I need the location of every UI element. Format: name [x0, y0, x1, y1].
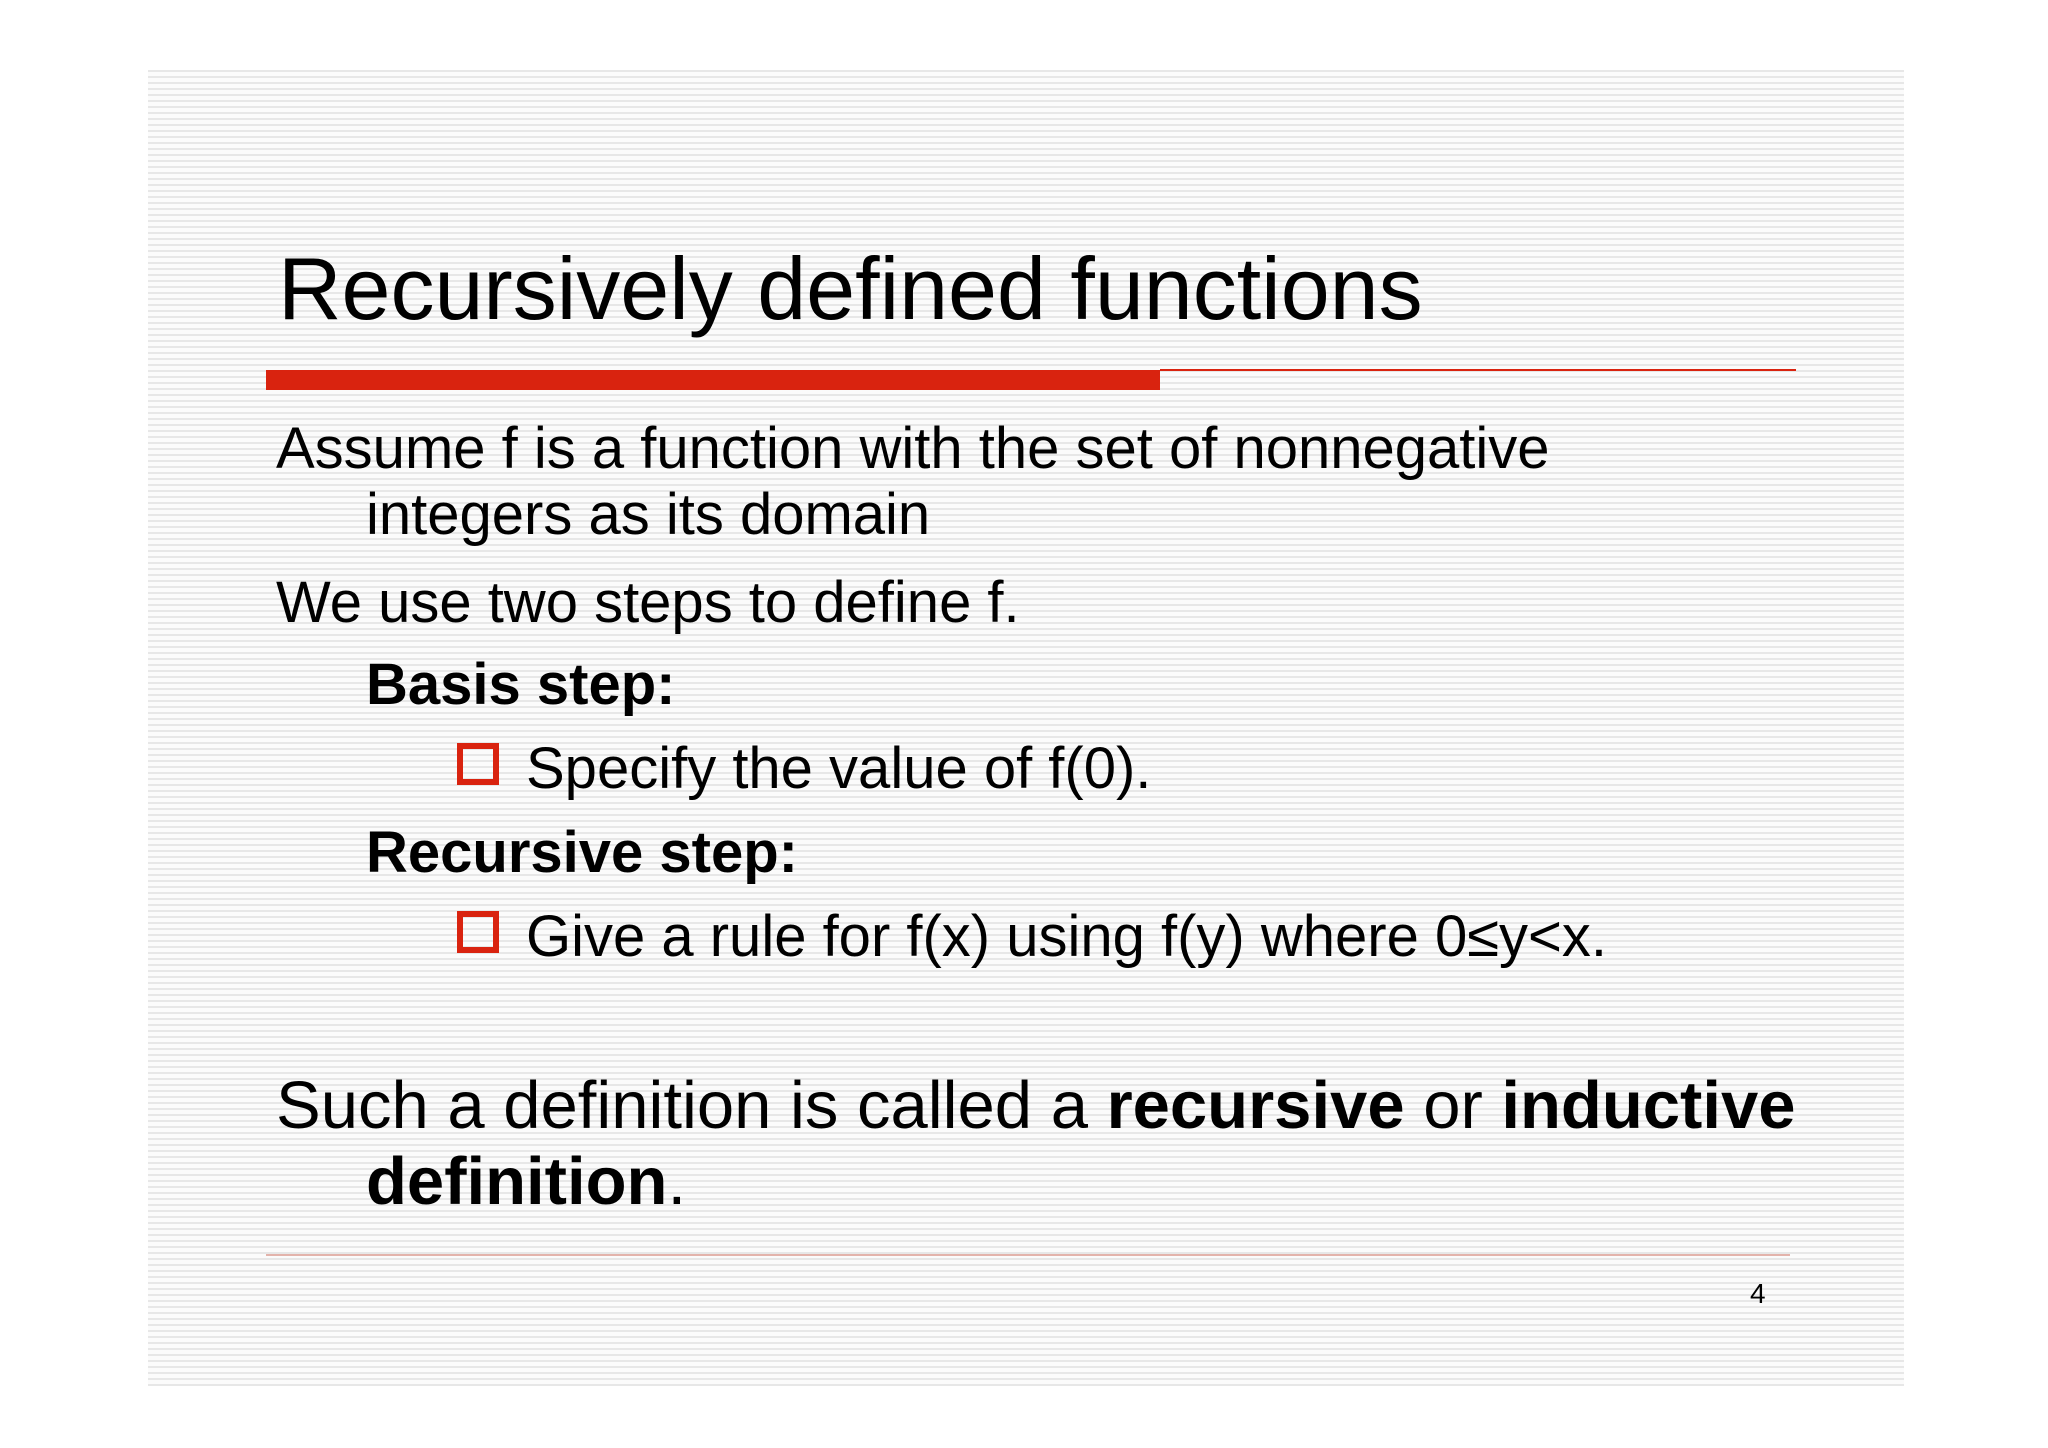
assumption-line-2: integers as its domain — [366, 482, 931, 547]
basis-step-heading: Basis step: — [366, 652, 676, 717]
conclusion-bold-recursive: recursive — [1106, 1068, 1405, 1143]
slide-title: Recursively defined functions — [278, 239, 1423, 338]
conclusion-line-2 — [366, 1144, 687, 1219]
title-underline-thin — [1160, 369, 1796, 371]
recursive-step-heading: Recursive step: — [366, 820, 798, 885]
page-number: 4 — [1750, 1278, 1766, 1309]
hollow-square-bullet-icon — [457, 911, 499, 953]
footer-divider — [266, 1254, 1790, 1256]
recursive-step-bullet: Give a rule for f(x) using f(y) where 0≤y<x. — [526, 904, 1608, 969]
title-underline-thick — [266, 370, 1160, 390]
conclusion-text-1: Such a definition is called a — [276, 1068, 1107, 1143]
conclusion-bold-definition: definition — [366, 1144, 668, 1219]
conclusion-bold-inductive: inductive — [1501, 1068, 1796, 1143]
two-steps-text: We use two steps to define f. — [276, 570, 1020, 635]
conclusion-line-1 — [276, 1068, 1796, 1143]
conclusion-text-2: or — [1404, 1068, 1502, 1143]
assumption-line-1: Assume f is a function with the set of nonnegative — [276, 416, 1550, 481]
basis-step-bullet: Specify the value of f(0). — [526, 736, 1152, 801]
conclusion-period: . — [667, 1144, 687, 1219]
hollow-square-bullet-icon — [457, 743, 499, 785]
